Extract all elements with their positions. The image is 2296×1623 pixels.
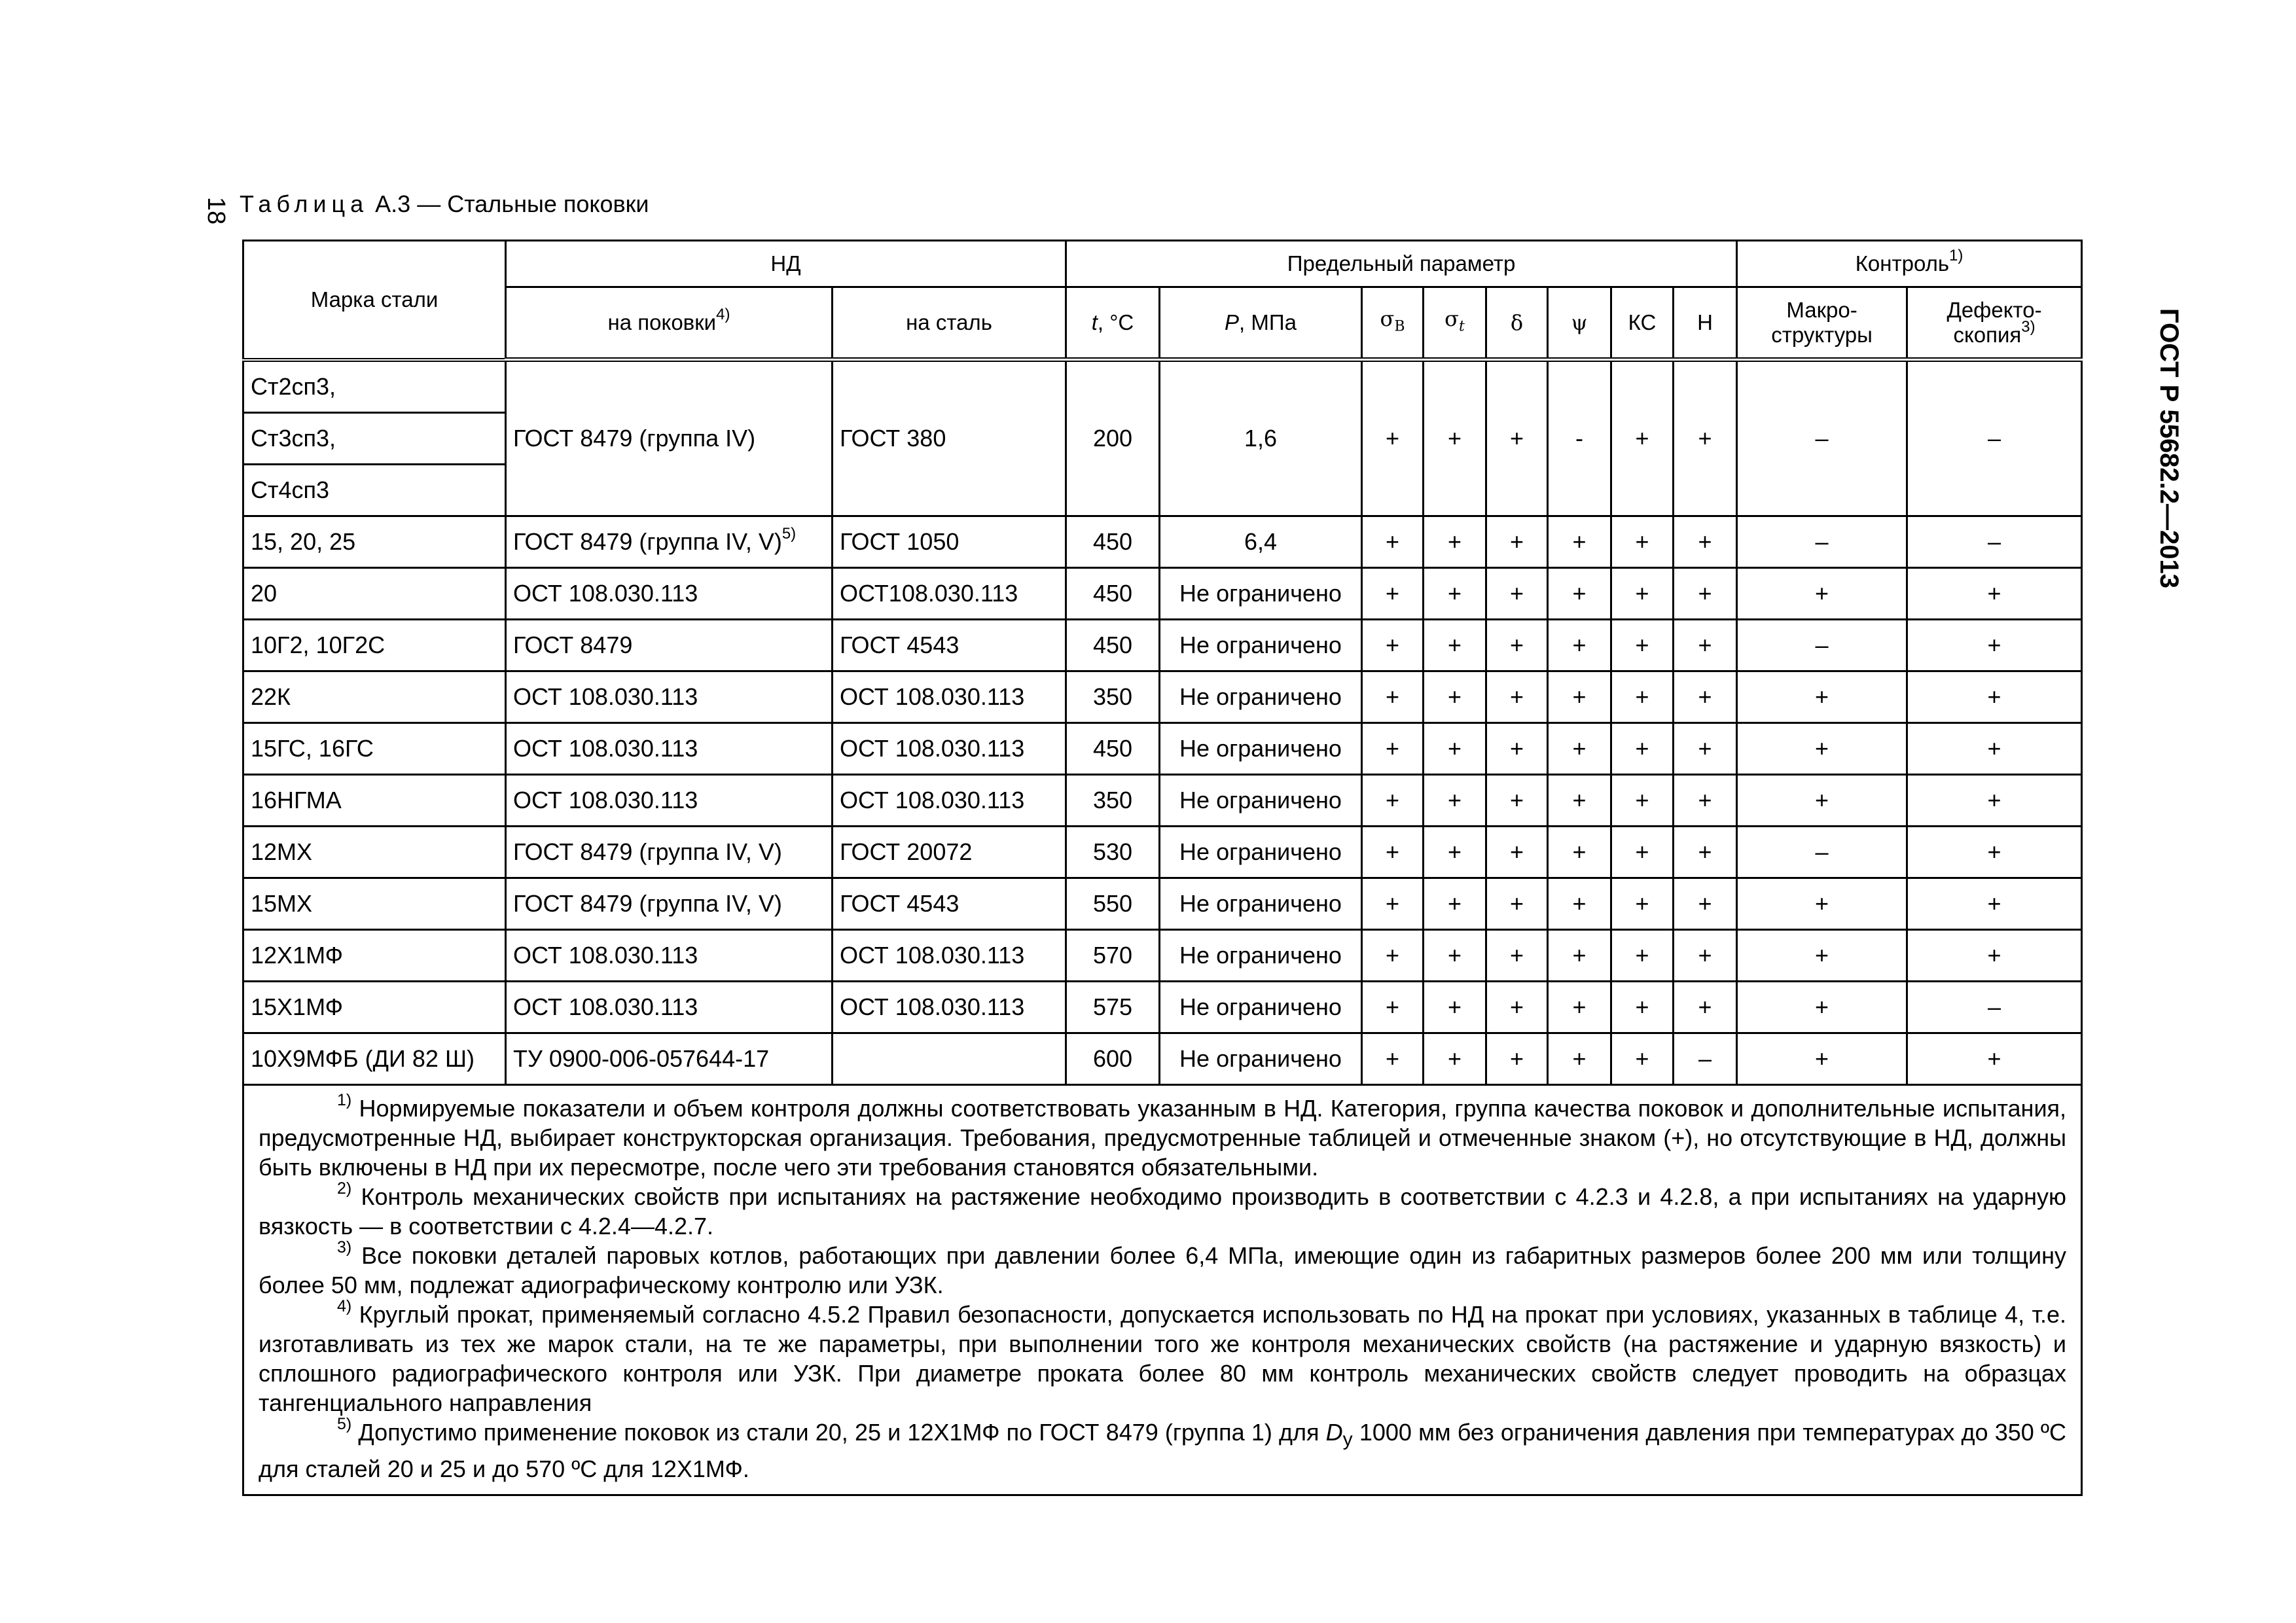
steel-forgings-table: [242, 240, 2083, 1496]
header-sigma-t-symbol: σ: [1444, 306, 1459, 331]
header-control: [1737, 241, 2082, 287]
defecto-cell: +: [1907, 567, 2082, 619]
footnote-d-sub: у: [1342, 1428, 1353, 1450]
delta-cell: +: [1486, 619, 1548, 671]
grade-cell: Ст4сп3: [243, 464, 506, 516]
header-t-unit: , °С: [1097, 310, 1134, 334]
nd-steel-cell: ОСТ 108.030.113: [833, 981, 1066, 1033]
header-nd-forging-sup: 4): [716, 306, 730, 323]
sigma-t-cell: +: [1424, 826, 1486, 878]
table-row: [243, 360, 2082, 413]
nd-forging-text: ОСТ 108.030.113: [513, 786, 698, 813]
nd-steel-cell: ОСТ 108.030.113: [833, 671, 1066, 722]
header-nd-steel: на сталь: [833, 287, 1066, 360]
kc-cell: +: [1611, 981, 1674, 1033]
grade-cell: 15Х1МФ: [243, 981, 506, 1033]
h-cell: +: [1674, 826, 1737, 878]
table-row: [243, 671, 2082, 722]
nd-forging-text: ГОСТ 8479 (группа IV, V): [513, 889, 782, 917]
defecto-cell: +: [1907, 929, 2082, 981]
footnote-mark: 4): [337, 1296, 352, 1315]
header-nd-forging: [506, 287, 833, 360]
pressure-cell: 1,6: [1160, 360, 1362, 516]
header-grade: Марка стали: [243, 241, 506, 360]
nd-steel-cell: ГОСТ 20072: [833, 826, 1066, 878]
kc-cell: +: [1611, 774, 1674, 826]
delta-cell: +: [1486, 774, 1548, 826]
h-cell: +: [1674, 619, 1737, 671]
nd-forging-text: ОСТ 108.030.113: [513, 683, 698, 710]
defecto-cell: +: [1907, 619, 2082, 671]
nd-forging-text: ГОСТ 8479 (группа IV, V): [513, 838, 782, 865]
h-cell: +: [1674, 929, 1737, 981]
nd-forging-cell: [506, 929, 833, 981]
grade-cell: Ст2сп3,: [243, 360, 506, 413]
footnote-1: [259, 1090, 2067, 1182]
delta-cell: +: [1486, 671, 1548, 722]
table-row: [243, 1033, 2082, 1084]
nd-forging-text: ГОСТ 8479 (группа IV, V): [513, 527, 782, 555]
header-psi: [1548, 287, 1611, 360]
sigma-b-cell: +: [1362, 567, 1424, 619]
temperature-cell: 450: [1066, 516, 1160, 567]
header-sigma-t-sub: t: [1459, 318, 1465, 335]
sigma-t-cell: +: [1424, 774, 1486, 826]
nd-forging-cell: [506, 1033, 833, 1084]
nd-forging-text: ОСТ 108.030.113: [513, 941, 698, 969]
header-p-unit: , МПа: [1239, 310, 1297, 334]
table-row: [243, 722, 2082, 774]
footnote-text: Нормируемые показатели и объем контроля должны соответствовать указанным в НД. Категория, группа качества поковок и дополнительные испытания, предусмотренные НД, выбирает конструкторская организация. Требования, предусмотренные таблицей и отмеченные знаком (+), но отсутствующие в НД, должны быть включены в НД при их пересмотре, после чего эти требования становятся обязательными.: [259, 1094, 2067, 1181]
nd-steel-cell: ОСТ 108.030.113: [833, 929, 1066, 981]
nd-forging-cell: [506, 981, 833, 1033]
defecto-cell: +: [1907, 722, 2082, 774]
nd-steel-cell: ГОСТ 4543: [833, 619, 1066, 671]
pressure-cell: 6,4: [1160, 516, 1362, 567]
nd-steel-cell: ГОСТ 380: [833, 360, 1066, 516]
nd-forging-text: ГОСТ 8479: [513, 631, 633, 658]
grade-cell: 12МХ: [243, 826, 506, 878]
sigma-t-cell: +: [1424, 360, 1486, 516]
temperature-cell: 450: [1066, 722, 1160, 774]
header-sigma-b: [1362, 287, 1424, 360]
nd-forging-text: ОСТ 108.030.113: [513, 993, 698, 1020]
sigma-b-cell: +: [1362, 516, 1424, 567]
pressure-cell: Не ограничено: [1160, 567, 1362, 619]
nd-forging-cell: [506, 878, 833, 929]
grade-cell: 10Х9МФБ (ДИ 82 Ш): [243, 1033, 506, 1084]
header-defecto-label: Дефекто- скопия: [1946, 298, 2042, 347]
header-pressure: [1160, 287, 1362, 360]
sigma-t-cell: +: [1424, 516, 1486, 567]
grade-cell: 15, 20, 25: [243, 516, 506, 567]
h-cell: +: [1674, 774, 1737, 826]
nd-steel-cell: ОСТ 108.030.113: [833, 722, 1066, 774]
kc-cell: +: [1611, 671, 1674, 722]
sigma-t-cell: +: [1424, 619, 1486, 671]
sigma-t-cell: +: [1424, 929, 1486, 981]
macro-cell: +: [1737, 878, 1907, 929]
psi-cell: +: [1548, 516, 1611, 567]
caption-title: А.3 — Стальные поковки: [368, 190, 649, 217]
delta-cell: +: [1486, 826, 1548, 878]
grade-cell: 16НГМА: [243, 774, 506, 826]
nd-forging-cell: [506, 516, 833, 567]
footnote-text-end: 1000 мм без ограничения давления при температурах до 350 ºС для сталей 20 и 25 и до 570 ºС для 12Х1МФ.: [259, 1418, 2067, 1482]
macro-cell: +: [1737, 981, 1907, 1033]
kc-cell: +: [1611, 878, 1674, 929]
sigma-b-cell: +: [1362, 929, 1424, 981]
pressure-cell: Не ограничено: [1160, 878, 1362, 929]
temperature-cell: 575: [1066, 981, 1160, 1033]
header-delta: [1486, 287, 1548, 360]
sigma-t-cell: +: [1424, 722, 1486, 774]
sigma-t-cell: +: [1424, 981, 1486, 1033]
nd-forging-cell: [506, 774, 833, 826]
temperature-cell: 530: [1066, 826, 1160, 878]
header-sigma-b-symbol: σ: [1380, 306, 1395, 331]
nd-forging-cell: [506, 826, 833, 878]
pressure-cell: Не ограничено: [1160, 929, 1362, 981]
macro-cell: +: [1737, 722, 1907, 774]
footnote-5: [259, 1414, 2067, 1484]
footnote-d-symbol: D: [1325, 1418, 1343, 1446]
pressure-cell: Не ограничено: [1160, 826, 1362, 878]
kc-cell: +: [1611, 1033, 1674, 1084]
nd-forging-cell: ГОСТ 8479 (группа IV): [506, 360, 833, 516]
macro-cell: +: [1737, 671, 1907, 722]
h-cell: +: [1674, 671, 1737, 722]
table-row: [243, 619, 2082, 671]
table-caption: [240, 190, 649, 219]
table-row: [243, 929, 2082, 981]
psi-cell: +: [1548, 981, 1611, 1033]
nd-steel-cell: ГОСТ 1050: [833, 516, 1066, 567]
defecto-cell: +: [1907, 1033, 2082, 1084]
macro-cell: +: [1737, 929, 1907, 981]
kc-cell: +: [1611, 516, 1674, 567]
sigma-b-cell: +: [1362, 671, 1424, 722]
defecto-cell: +: [1907, 671, 2082, 722]
nd-forging-cell: [506, 722, 833, 774]
h-cell: +: [1674, 516, 1737, 567]
nd-forging-text: ТУ 0900-006-057644-17: [513, 1044, 770, 1072]
footnote-text: Допустимо применение поковок из стали 20, 25 и 12Х1МФ по ГОСТ 8479 (группа 1) для: [351, 1418, 1326, 1446]
header-defecto: [1907, 287, 2082, 360]
sigma-t-cell: +: [1424, 1033, 1486, 1084]
delta-cell: +: [1486, 360, 1548, 516]
header-kc: КС: [1611, 287, 1674, 360]
delta-cell: +: [1486, 1033, 1548, 1084]
footnote-mark: 2): [337, 1179, 352, 1198]
document-standard-title: ГОСТ Р 55682.2—2013: [2155, 308, 2183, 589]
footnote-2: [259, 1179, 2067, 1241]
caption-word: Таблица: [240, 190, 369, 217]
header-control-sup: 1): [1949, 247, 1964, 264]
header-psi-symbol: ψ: [1571, 310, 1588, 335]
kc-cell: +: [1611, 619, 1674, 671]
nd-forging-text: ОСТ 108.030.113: [513, 734, 698, 762]
nd-forging-text: ОСТ 108.030.113: [513, 579, 698, 607]
nd-steel-cell: ОСТ108.030.113: [833, 567, 1066, 619]
kc-cell: +: [1611, 929, 1674, 981]
kc-cell: +: [1611, 722, 1674, 774]
page-number: 18: [202, 196, 230, 225]
temperature-cell: 350: [1066, 774, 1160, 826]
h-cell: +: [1674, 567, 1737, 619]
sigma-b-cell: +: [1362, 722, 1424, 774]
nd-steel-cell: ОСТ 108.030.113: [833, 774, 1066, 826]
table-row: [243, 774, 2082, 826]
table-row: [243, 516, 2082, 567]
table-row: [243, 981, 2082, 1033]
delta-cell: +: [1486, 516, 1548, 567]
header-control-label: Контроль: [1855, 251, 1950, 276]
delta-cell: +: [1486, 567, 1548, 619]
footnotes-cell: [243, 1084, 2082, 1495]
sigma-t-cell: +: [1424, 567, 1486, 619]
kc-cell: +: [1611, 567, 1674, 619]
grade-cell: 15ГС, 16ГС: [243, 722, 506, 774]
nd-forging-cell: [506, 671, 833, 722]
sigma-b-cell: +: [1362, 360, 1424, 516]
defecto-cell: –: [1907, 360, 2082, 516]
defecto-cell: –: [1907, 516, 2082, 567]
footnote-mark: 1): [337, 1090, 352, 1109]
pressure-cell: Не ограничено: [1160, 774, 1362, 826]
sigma-t-cell: +: [1424, 671, 1486, 722]
delta-cell: +: [1486, 722, 1548, 774]
footnote-mark: 5): [337, 1414, 352, 1433]
kc-cell: +: [1611, 360, 1674, 516]
macro-cell: –: [1737, 826, 1907, 878]
psi-cell: +: [1548, 774, 1611, 826]
delta-cell: +: [1486, 878, 1548, 929]
nd-forging-cell: [506, 567, 833, 619]
pressure-cell: Не ограничено: [1160, 722, 1362, 774]
macro-cell: –: [1737, 516, 1907, 567]
nd-steel-cell: ГОСТ 4543: [833, 878, 1066, 929]
pressure-cell: Не ограничено: [1160, 1033, 1362, 1084]
sigma-b-cell: +: [1362, 1033, 1424, 1084]
table-row: [243, 826, 2082, 878]
grade-cell: Ст3сп3,: [243, 412, 506, 464]
delta-cell: +: [1486, 981, 1548, 1033]
header-nd: НД: [506, 241, 1066, 287]
h-cell: +: [1674, 878, 1737, 929]
macro-cell: –: [1737, 619, 1907, 671]
sigma-t-cell: +: [1424, 878, 1486, 929]
header-macro: Макро- структуры: [1737, 287, 1907, 360]
temperature-cell: 200: [1066, 360, 1160, 516]
temperature-cell: 550: [1066, 878, 1160, 929]
temperature-cell: 570: [1066, 929, 1160, 981]
psi-cell: +: [1548, 567, 1611, 619]
psi-cell: +: [1548, 671, 1611, 722]
header-sigma-b-sub: В: [1394, 318, 1405, 335]
h-cell: –: [1674, 1033, 1737, 1084]
header-temperature: [1066, 287, 1160, 360]
psi-cell: +: [1548, 1033, 1611, 1084]
sigma-b-cell: +: [1362, 878, 1424, 929]
footnote-text: Круглый прокат, применяемый согласно 4.5.2 Правил безопасности, допускается использовать по НД на прокат при условиях, указанных в таблице 4, т.е. изготавливать из тех же марок стали, на те же параметры, при выполнении того же контроля механических свойств (на растяжение и ударную вязкость) и сплошного радиографического контроля или УЗК. При диаметре проката более 80 мм контроль механических свойств следует проводить на образцах тангенциального направления: [259, 1300, 2067, 1416]
header-delta-symbol: δ: [1510, 310, 1524, 335]
defecto-cell: –: [1907, 981, 2082, 1033]
header-nd-forging-label: на поковки: [607, 310, 717, 334]
footnote-3: [259, 1238, 2067, 1300]
psi-cell: +: [1548, 929, 1611, 981]
macro-cell: +: [1737, 1033, 1907, 1084]
temperature-cell: 450: [1066, 619, 1160, 671]
pressure-cell: Не ограничено: [1160, 981, 1362, 1033]
sigma-b-cell: +: [1362, 619, 1424, 671]
table-row: [243, 567, 2082, 619]
macro-cell: +: [1737, 567, 1907, 619]
macro-cell: –: [1737, 360, 1907, 516]
temperature-cell: 450: [1066, 567, 1160, 619]
header-sigma-t: [1424, 287, 1486, 360]
header-p-symbol: P: [1225, 310, 1240, 334]
defecto-cell: +: [1907, 878, 2082, 929]
header-h: Н: [1674, 287, 1737, 360]
h-cell: +: [1674, 360, 1737, 516]
grade-cell: 20: [243, 567, 506, 619]
nd-forging-sup: 5): [781, 524, 797, 543]
pressure-cell: Не ограничено: [1160, 671, 1362, 722]
sigma-b-cell: +: [1362, 774, 1424, 826]
psi-cell: +: [1548, 619, 1611, 671]
pressure-cell: Не ограничено: [1160, 619, 1362, 671]
grade-cell: 15МХ: [243, 878, 506, 929]
defecto-cell: +: [1907, 826, 2082, 878]
defecto-cell: +: [1907, 774, 2082, 826]
sigma-b-cell: +: [1362, 826, 1424, 878]
h-cell: +: [1674, 981, 1737, 1033]
delta-cell: +: [1486, 929, 1548, 981]
psi-cell: +: [1548, 826, 1611, 878]
psi-cell: +: [1548, 722, 1611, 774]
macro-cell: +: [1737, 774, 1907, 826]
nd-steel-cell: [833, 1033, 1066, 1084]
grade-cell: 22К: [243, 671, 506, 722]
footnote-text: Все поковки деталей паровых котлов, работающих при давлении более 6,4 МПа, имеющие один из габаритных размеров более 200 мм или толщину более 50 мм, подлежат адиографическому контролю или УЗК.: [259, 1241, 2067, 1298]
footnote-text: Контроль механических свойств при испытаниях на растяжение необходимо производить в соответствии с 4.2.3 и 4.2.8, а при испытаниях на ударную вязкость — в соответствии с 4.2.4—4.2.7.: [259, 1183, 2067, 1240]
temperature-cell: 350: [1066, 671, 1160, 722]
footnote-mark: 3): [337, 1238, 352, 1257]
psi-cell: +: [1548, 878, 1611, 929]
temperature-cell: 600: [1066, 1033, 1160, 1084]
h-cell: +: [1674, 722, 1737, 774]
header-t-symbol: t: [1091, 310, 1098, 334]
footnote-4: [259, 1296, 2067, 1418]
nd-forging-cell: [506, 619, 833, 671]
grade-cell: 12Х1МФ: [243, 929, 506, 981]
table-row: [243, 878, 2082, 929]
header-defecto-sup: 3): [2021, 318, 2036, 336]
sigma-b-cell: +: [1362, 981, 1424, 1033]
kc-cell: +: [1611, 826, 1674, 878]
grade-cell: 10Г2, 10Г2С: [243, 619, 506, 671]
psi-cell: -: [1548, 360, 1611, 516]
header-limit: Предельный параметр: [1066, 241, 1737, 287]
